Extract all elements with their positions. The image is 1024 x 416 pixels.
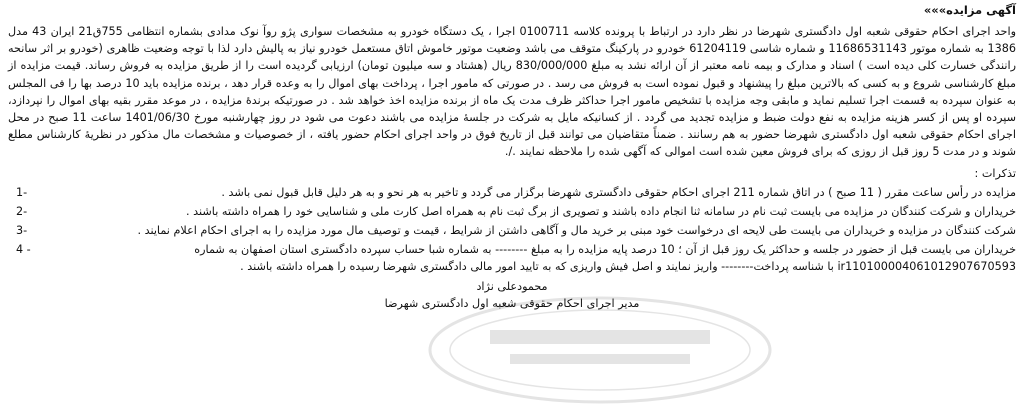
notes-heading: تذکرات : bbox=[974, 166, 1016, 180]
signature-block bbox=[8, 278, 1016, 312]
note-text: خریداران و شرکت کنندگان در مزایده می بایست ثبت نام در سامانه ثنا انجام داده باشند و تصویری از برگ ثبت نام به همراه اصل کارت ملی و شناسایی خود را همراه داشته باشند . bbox=[186, 204, 1016, 218]
signatory-name: محمودعلی نژاد bbox=[476, 279, 548, 293]
note-item bbox=[8, 222, 1016, 239]
note-text: شرکت کنندگان در مزایده و خریداران می بایست طی لایحه ای درخواست خود مبنی بر خرید مال و آگاهی داشتن از شرایط ، قیمت و توصیف مال مورد مزایده را به اجرای احکام اعلام نمایند . bbox=[137, 224, 1016, 238]
signatory-position: مدیر اجرای احکام حقوقی شعبه اول دادگستری شهرضا bbox=[384, 296, 640, 310]
notice-body: واحد اجرای احکام حقوقی شعبه اول دادگستری شهرضا در نظر دارد در ارتباط با پرونده کلاسه 0100711 اجرا ، یک دستگاه خودرو به مشخصات سواری پژو روآ نوک مدادی بشماره انتظامی 755ق21 ایران 43 مدل 1386 به شماره موتور 11686531143 و شماره شاسی 61204119 خودرو در پارکینگ متوقف می باشد وضعیت موتور خاموش اتاق مستعمل خودرو نیاز به پالیش دارد لذا با توجه وضعیت ظاهری (خودرو بر اثر سانحه رانندگی خسارت کلی دیده است ) اسناد و مدارک و بیمه نامه معتبر از آن ارائه نشد به مبلغ 830/000/000 ریال (هشتاد و سه میلیون تومان) ارزیابی گردیده است را از طریق مزایده به فروش رساند. قیمت مزایده از مبلغ کارشناسی شروع و به کسی که بالاترین مبلغ را پیشنهاد و قبول نموده است به فروش می رسد . در صورتی که مامور اجرا ، پرداخت بهای اموال را به وعده قرار دهد ، برنده مزایده باید 10 درصد بها را فی المجلس به عنوان سپرده به قسمت اجرا تسلیم نماید و مابقی وجه مزایده با تشخیص مامور اجرا حداکثر ظرف مدت یک ماه از برنده مزایده اخذ خواهد شد . در صورتیکه برندهٔ مزایده ، در موعد مقرر بقیه بهای اموال را نپردازد، سپرده او پس از کسر هزینه مزایده به نفع دولت ضبط و مزایده تجدید می گردد . از کسانیکه مایل به شرکت در جلسهٔ مزایده می باشند دعوت می شود در روز چهارشنبه مورخ 1401/06/30 ساعت 11 صبح در محل اجرای احکام حقوقی شعبه اول دادگستری شهرضا حضور به هم رسانند . ضمناً متقاضیان می توانند قبل از تاریخ فوق در واحد اجرای احکام حضور یافته ، از خصوصیات و مشخصات مال مذکور در نظریهٔ کارشناس مطلع شوند و در مدت 5 روز قبل از روزی که برای فروش معین شده است اموالی که آگهی شده را ملاحظه نمایند ./. bbox=[8, 25, 1017, 159]
note-text: مزایده در رأس ساعت مقرر ( 11 صبح ) در اتاق شماره 211 اجرای احکام حقوقی دادگستری شهرضا برگزار می گردد و تاخیر به هر نحو و به هر دلیل قابل قبول نمی باشد . bbox=[221, 185, 1016, 199]
note-item bbox=[8, 184, 1016, 201]
note-text: خریداران می بایست قبل از حضور در جلسه و حداکثر یک روز قبل از آن ؛ 10 درصد پایه مزایده را به مبلغ -------- به شماره شبا حساب سپرده دادگستری استان اصفهان به شماره ir110100004061012907670593 با شناسه پرداخت-------- واریز نمایند و اصل فیش واریزی که به تایید امور مالی دادگستری شهرضا رسیده را همراه داشته باشند . bbox=[194, 243, 1016, 274]
note-number: 2- bbox=[16, 204, 28, 218]
note-number: 3- bbox=[16, 224, 28, 238]
notice-title: آگهی مزایده»»» bbox=[923, 3, 1016, 17]
note-item bbox=[8, 203, 1016, 220]
note-number: 1- bbox=[16, 185, 28, 199]
note-item bbox=[8, 241, 1016, 275]
note-number: 4 - bbox=[16, 243, 31, 257]
